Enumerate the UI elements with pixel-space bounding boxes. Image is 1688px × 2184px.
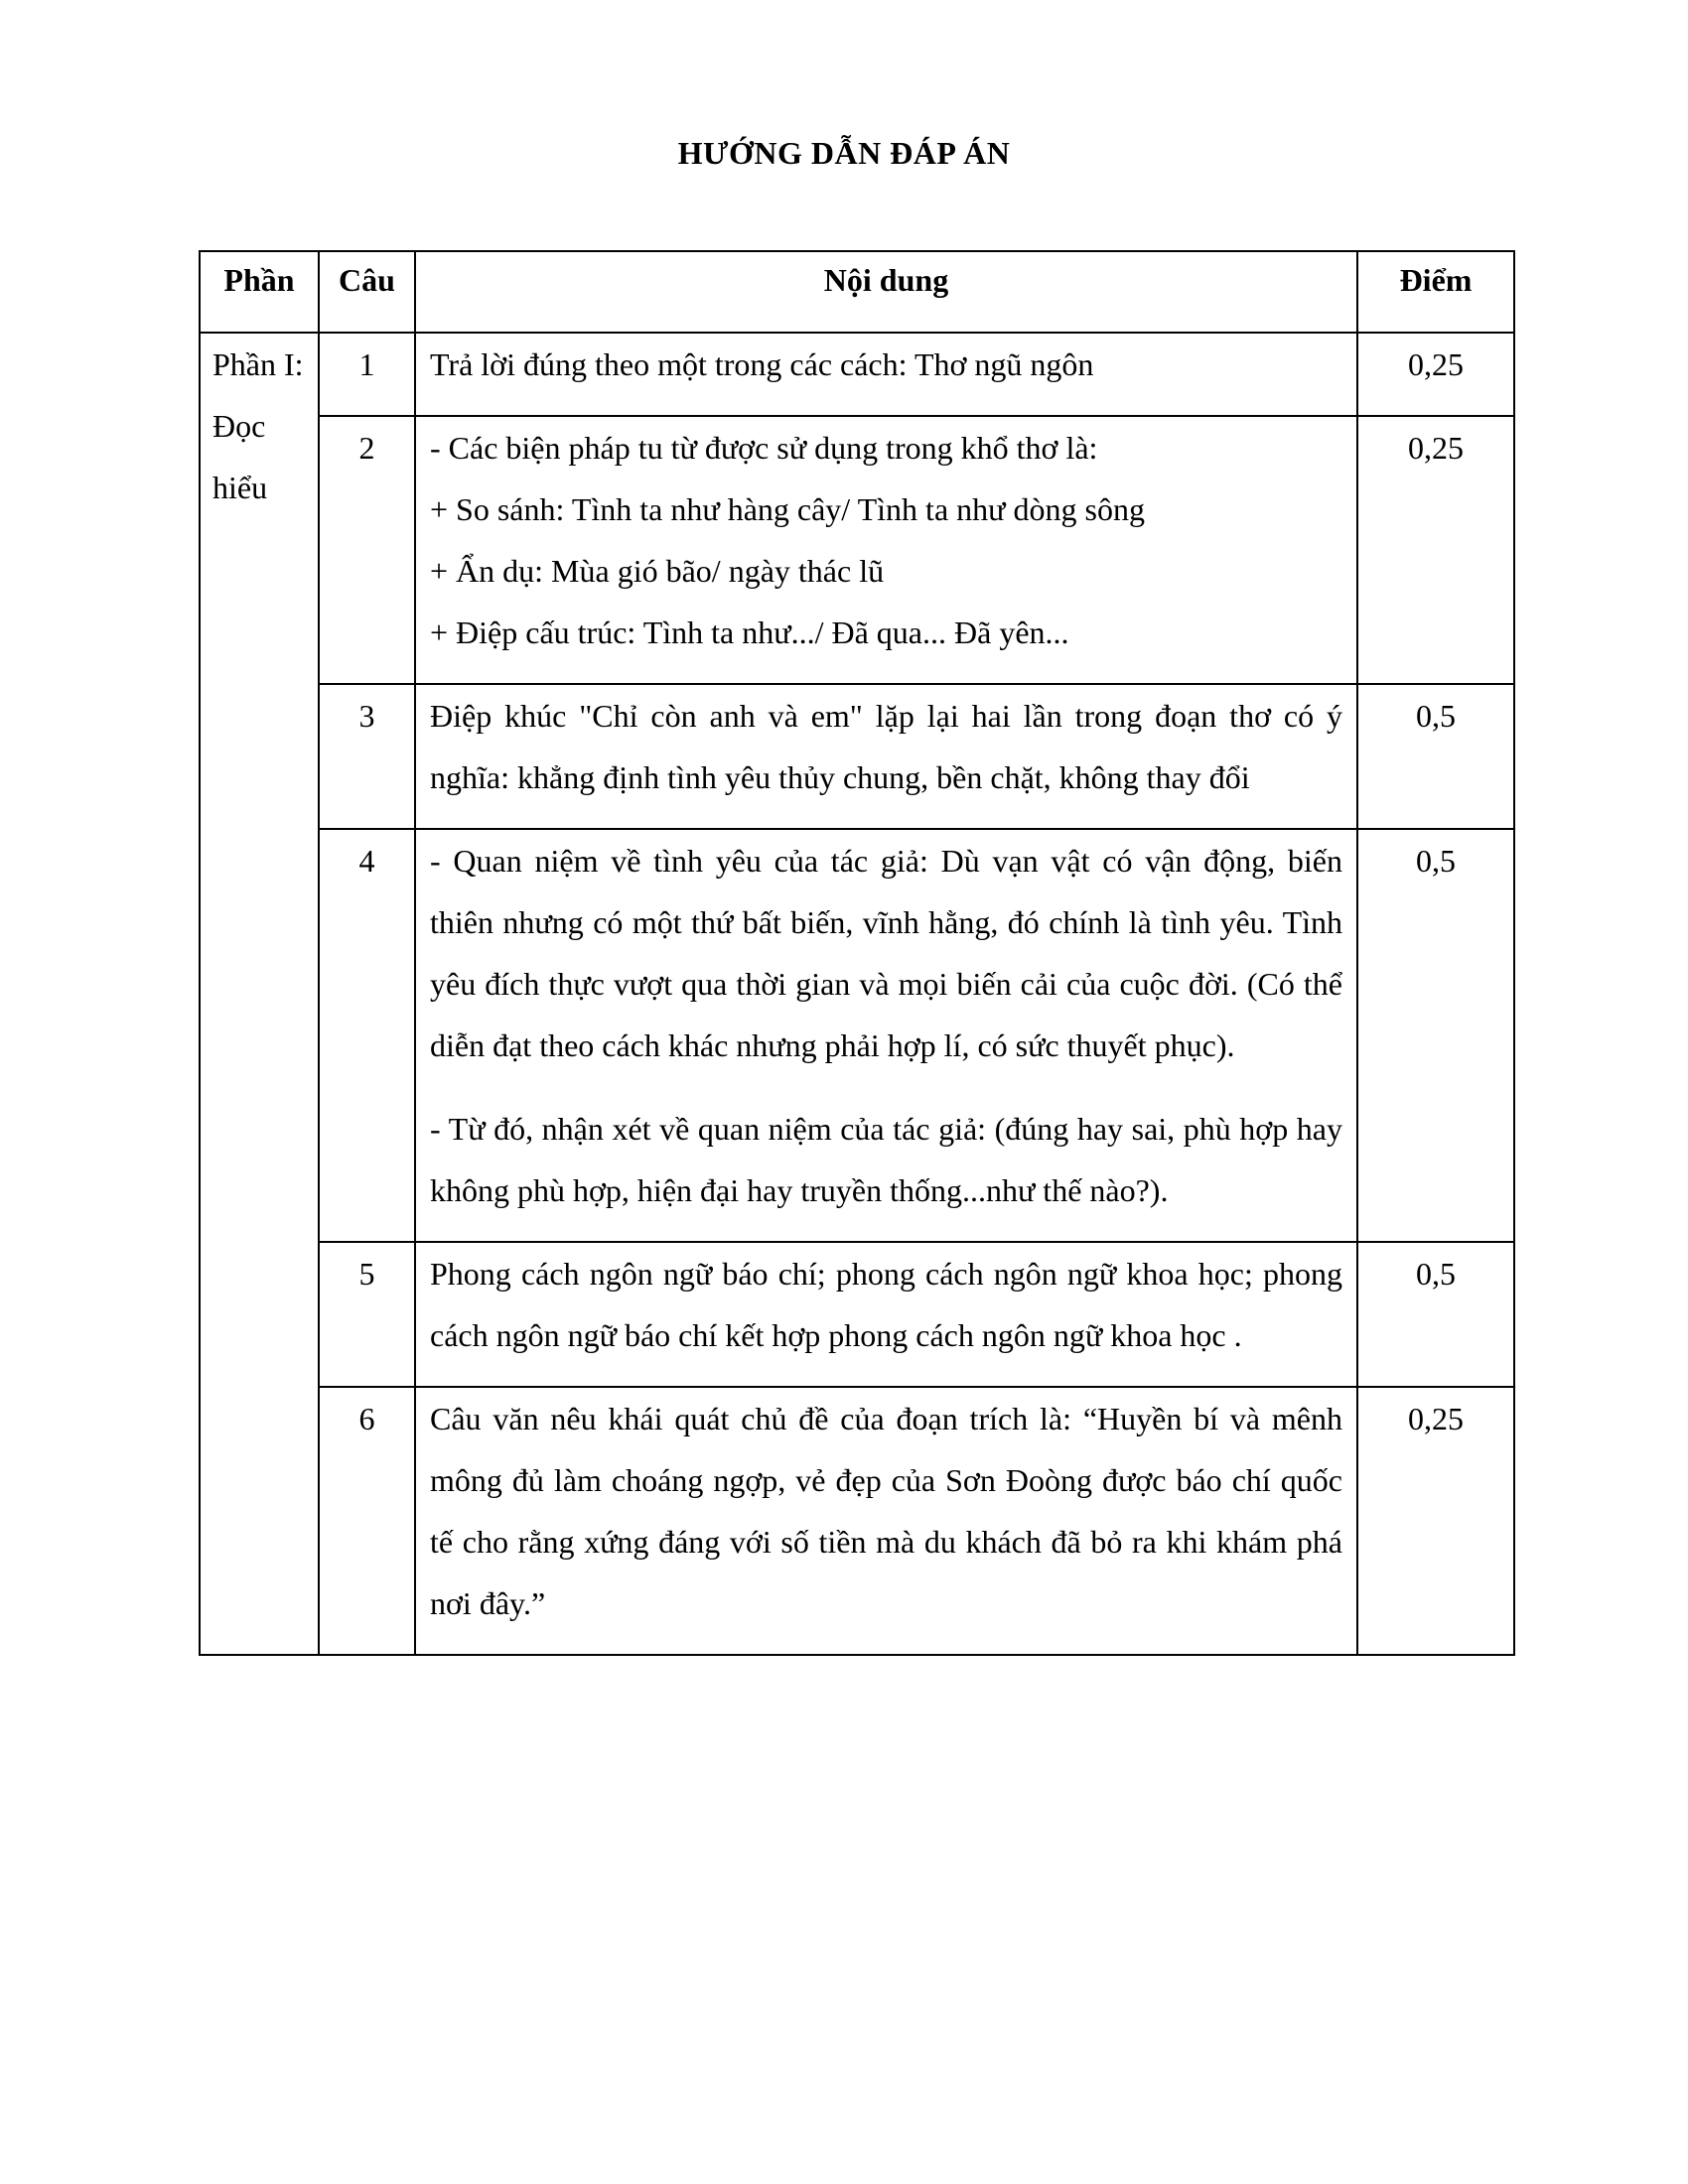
answer-paragraph: + Ẩn dụ: Mùa gió bão/ ngày thác lũ [430, 553, 885, 589]
answer-table [199, 250, 1515, 1656]
table-row [200, 1387, 1514, 1655]
table-row [200, 416, 1514, 684]
table-row [200, 1242, 1514, 1387]
answer-paragraph: Phong cách ngôn ngữ báo chí; phong cách ngôn ngữ khoa học; phong cách ngôn ngữ báo chí kết hợp phong cách ngôn ngữ khoa học . [430, 1256, 1342, 1353]
part-cell: Phần I: Đọc hiểu [200, 333, 319, 1655]
answer-paragraph: + Điệp cấu trúc: Tình ta như.../ Đã qua... Đã yên... [430, 614, 1069, 650]
header-score: Điểm [1357, 251, 1514, 333]
answer-paragraph: Câu văn nêu khái quát chủ đề của đoạn trích là: “Huyền bí và mênh mông đủ làm choáng ngợp, vẻ đẹp của Sơn Đoòng được báo chí quốc tế cho rằng xứng đáng với số tiền mà du khách đã bỏ ra khi khám phá nơi đây.” [430, 1401, 1342, 1621]
answer-content [415, 333, 1357, 416]
question-number: 3 [319, 684, 415, 829]
answer-content [415, 1242, 1357, 1387]
answer-paragraph: Trả lời đúng theo một trong các cách: Thơ ngũ ngôn [430, 346, 1094, 382]
table-row [200, 333, 1514, 416]
table-row [200, 684, 1514, 829]
question-number: 1 [319, 333, 415, 416]
table-header-row [200, 251, 1514, 333]
score-value: 0,5 [1357, 1242, 1514, 1387]
question-number: 6 [319, 1387, 415, 1655]
answer-paragraph: + So sánh: Tình ta như hàng cây/ Tình ta như dòng sông [430, 491, 1145, 527]
score-value: 0,25 [1357, 416, 1514, 684]
answer-paragraph: - Quan niệm về tình yêu của tác giả: Dù vạn vật có vận động, biến thiên nhưng có một thứ bất biến, vĩnh hằng, đó chính là tình yêu. Tình yêu đích thực vượt qua thời gian và mọi biến cải của cuộc đời. (Có thể diễn đạt theo cách khác nhưng phải hợp lí, có sức thuyết phục). [430, 843, 1342, 1063]
answer-content [415, 684, 1357, 829]
answer-paragraph: Điệp khúc "Chỉ còn anh và em" lặp lại hai lần trong đoạn thơ có ý nghĩa: khẳng định tình yêu thủy chung, bền chặt, không thay đổi [430, 698, 1342, 795]
score-value: 0,25 [1357, 1387, 1514, 1655]
header-question: Câu [319, 251, 415, 333]
answer-paragraph: - Các biện pháp tu từ được sử dụng trong khổ thơ là: [430, 430, 1098, 466]
answer-content [415, 1387, 1357, 1655]
answer-content [415, 829, 1357, 1242]
table-row [200, 829, 1514, 1242]
question-number: 2 [319, 416, 415, 684]
page-title: HƯỚNG DẪN ĐÁP ÁN [677, 135, 1011, 171]
answer-paragraph: - Từ đó, nhận xét về quan niệm của tác giả: (đúng hay sai, phù hợp hay không phù hợp, hiện đại hay truyền thống...như thế nào?). [430, 1111, 1342, 1208]
score-value: 0,25 [1357, 333, 1514, 416]
question-number: 4 [319, 829, 415, 1242]
answer-content [415, 416, 1357, 684]
header-content: Nội dung [415, 251, 1357, 333]
score-value: 0,5 [1357, 684, 1514, 829]
question-number: 5 [319, 1242, 415, 1387]
header-part: Phần [200, 251, 319, 333]
score-value: 0,5 [1357, 829, 1514, 1242]
